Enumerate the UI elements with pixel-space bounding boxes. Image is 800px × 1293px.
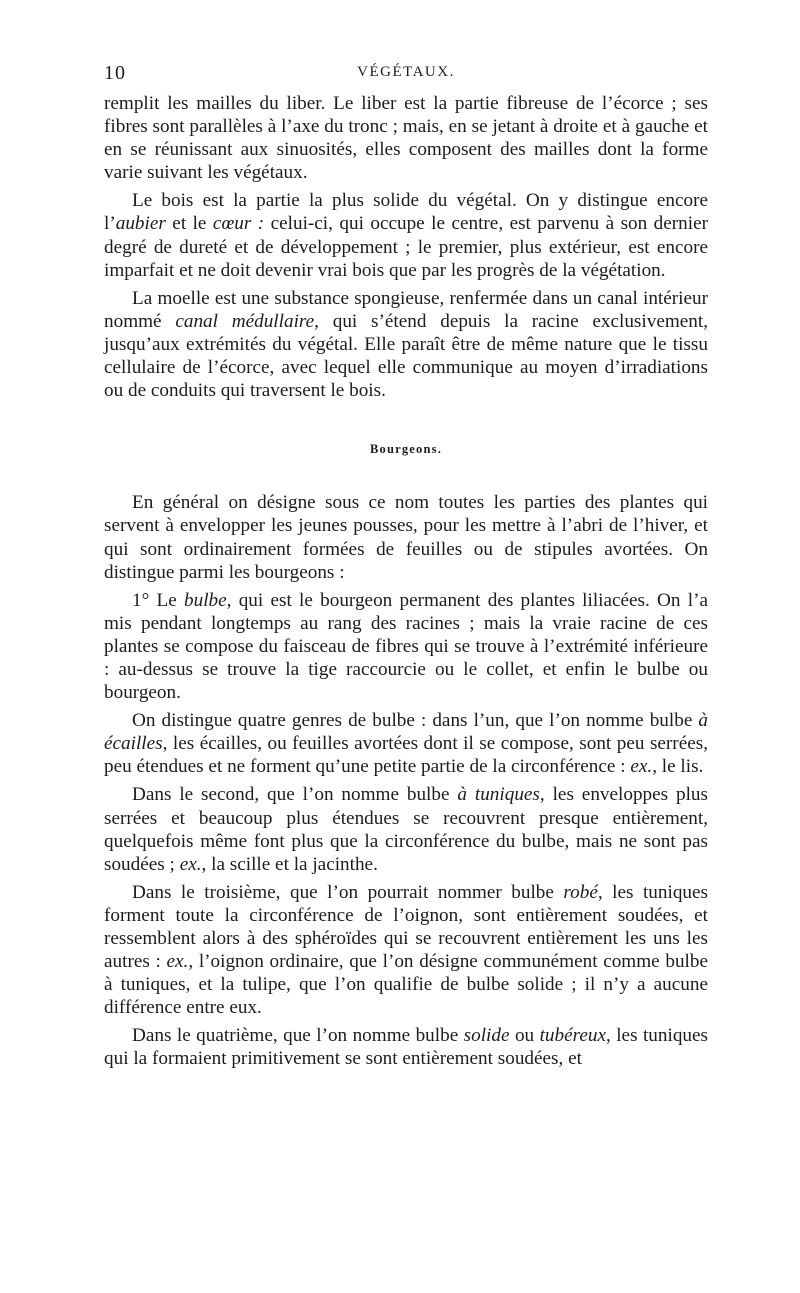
text-span: , le lis. (652, 756, 704, 778)
term-a-ecailles: à écailles (104, 710, 708, 755)
section-title: Bourgeons. (369, 442, 443, 457)
text-span: Le bois est la partie la plus solide du végétal. On y distingue encore l’ (104, 190, 708, 235)
term-solide: solide (463, 1025, 510, 1047)
text-span: 1° Le (132, 589, 185, 611)
term-coeur: cœur : (212, 213, 265, 235)
page-number: 10 (104, 62, 126, 84)
term-robe: robé, (563, 881, 603, 903)
text-span: remplit les mailles du liber. Le liber est la partie fibreuse de l’écorce ; ses fibres sont parallèles à l’axe du tronc ; mais, en se jetant à droite et à gauche et en se réunissant aux sinuosités, elles composent des mailles dont la forme varie suivant les végétaux. (104, 93, 708, 184)
paragraph-bourgeons-intro (104, 491, 708, 583)
term-canal-medullaire: canal médullaire (175, 310, 315, 332)
text-span: les tuniques forment toute la circonférence de l’oignon, sont entièrement soudées, et ressemblent alors à des sphéroïdes qui se recouvrent entièrement les uns les autres : (104, 881, 708, 973)
paragraph-bulbe-robe (104, 881, 708, 1020)
text-span: , les écailles, ou feuilles avortées dont il se compose, sont peu serrées, peu étendues et ne forment qu’une petite partie de la circonférence : (104, 733, 708, 778)
paragraph-bulbe-ecailles (104, 709, 708, 778)
term-bulbe: bulbe (184, 589, 227, 611)
text-span: et le (165, 213, 213, 235)
text-span: , les tuniques qui la formaient primitivement se sont entièrement soudées, et (104, 1025, 708, 1070)
text-span: ou (509, 1025, 540, 1047)
running-title: VÉGÉTAUX. (357, 64, 455, 80)
text-span: On distingue quatre genres de bulbe : dans l’un, que l’on nomme bulbe (132, 710, 699, 732)
text-span: Dans le troisième, que l’on pourrait nommer bulbe (132, 881, 564, 903)
term-ex: ex. (179, 853, 202, 875)
text-span: , l’oignon ordinaire, que l’on désigne communément comme bulbe à tuniques, et la tulipe, que l’on qualifie de bulbe solide ; il n’y a aucune différence entre eux. (104, 951, 708, 1019)
text-span: La moelle est une substance spongieuse, renfermée dans un canal intérieur nommé (104, 287, 708, 332)
text-span: , qui est le bourgeon permanent des plantes liliacées. On l’a mis pendant longtemps au rang des racines ; mais la vraie racine de ces plantes se compose du faisceau de fibres qui se trouve à l’extrémité inférieure : au-dessus se trouve la tige raccourcie ou le collet, et enfin le bulbe ou bourgeon. (104, 589, 708, 704)
term-ex: ex. (630, 756, 653, 778)
paragraph-bois (104, 189, 708, 281)
book-page (104, 62, 708, 1076)
term-a-tuniques: à tuniques (457, 784, 540, 806)
term-ex: ex. (166, 951, 189, 973)
text-span: Dans le second, que l’on nomme bulbe (132, 784, 458, 806)
term-tubereux: tubéreux (539, 1025, 606, 1047)
text-span: Dans le quatrième, que l’on nomme bulbe (132, 1025, 464, 1047)
text-span: , qui s’étend depuis la racine exclusivement, jusqu’aux extrémités du végétal. Elle paraît être de même nature que le tissu cellulaire de l’écorce, avec lequel elle communique au moyen d’irradiations ou de conduits qui traversent le bois. (104, 310, 708, 402)
text-span: , la scille et la jacinthe. (201, 853, 378, 875)
paragraph-liber (104, 92, 708, 184)
paragraph-bulbe-solide (104, 1024, 708, 1070)
paragraph-moelle (104, 287, 708, 402)
text-span: En général on désigne sous ce nom toutes les parties des plantes qui servent à envelopper les jeunes pousses, pour les mettre à l’abri de l’hiver, et qui sont ordinairement formées de feuilles ou de stipules avortées. On distingue parmi les bourgeons : (104, 492, 708, 583)
running-head (104, 62, 708, 92)
body-text (104, 92, 708, 1071)
paragraph-bulbe-tuniques (104, 783, 708, 875)
term-aubier: aubier (115, 213, 166, 235)
paragraph-bulbe (104, 589, 708, 704)
text-span: , les enveloppes plus serrées et beaucoup plus étendues se recouvrent presque entièrement, quelquefois même font plus que la circonférence du bulbe, mais ne sont pas soudées ; (104, 784, 708, 875)
text-span: celui-ci, qui occupe le centre, est parvenu à son dernier degré de dureté et de développement ; le premier, plus extérieur, est encore imparfait et ne doit devenir vrai bois que par les progrès de la végétation. (104, 213, 709, 281)
